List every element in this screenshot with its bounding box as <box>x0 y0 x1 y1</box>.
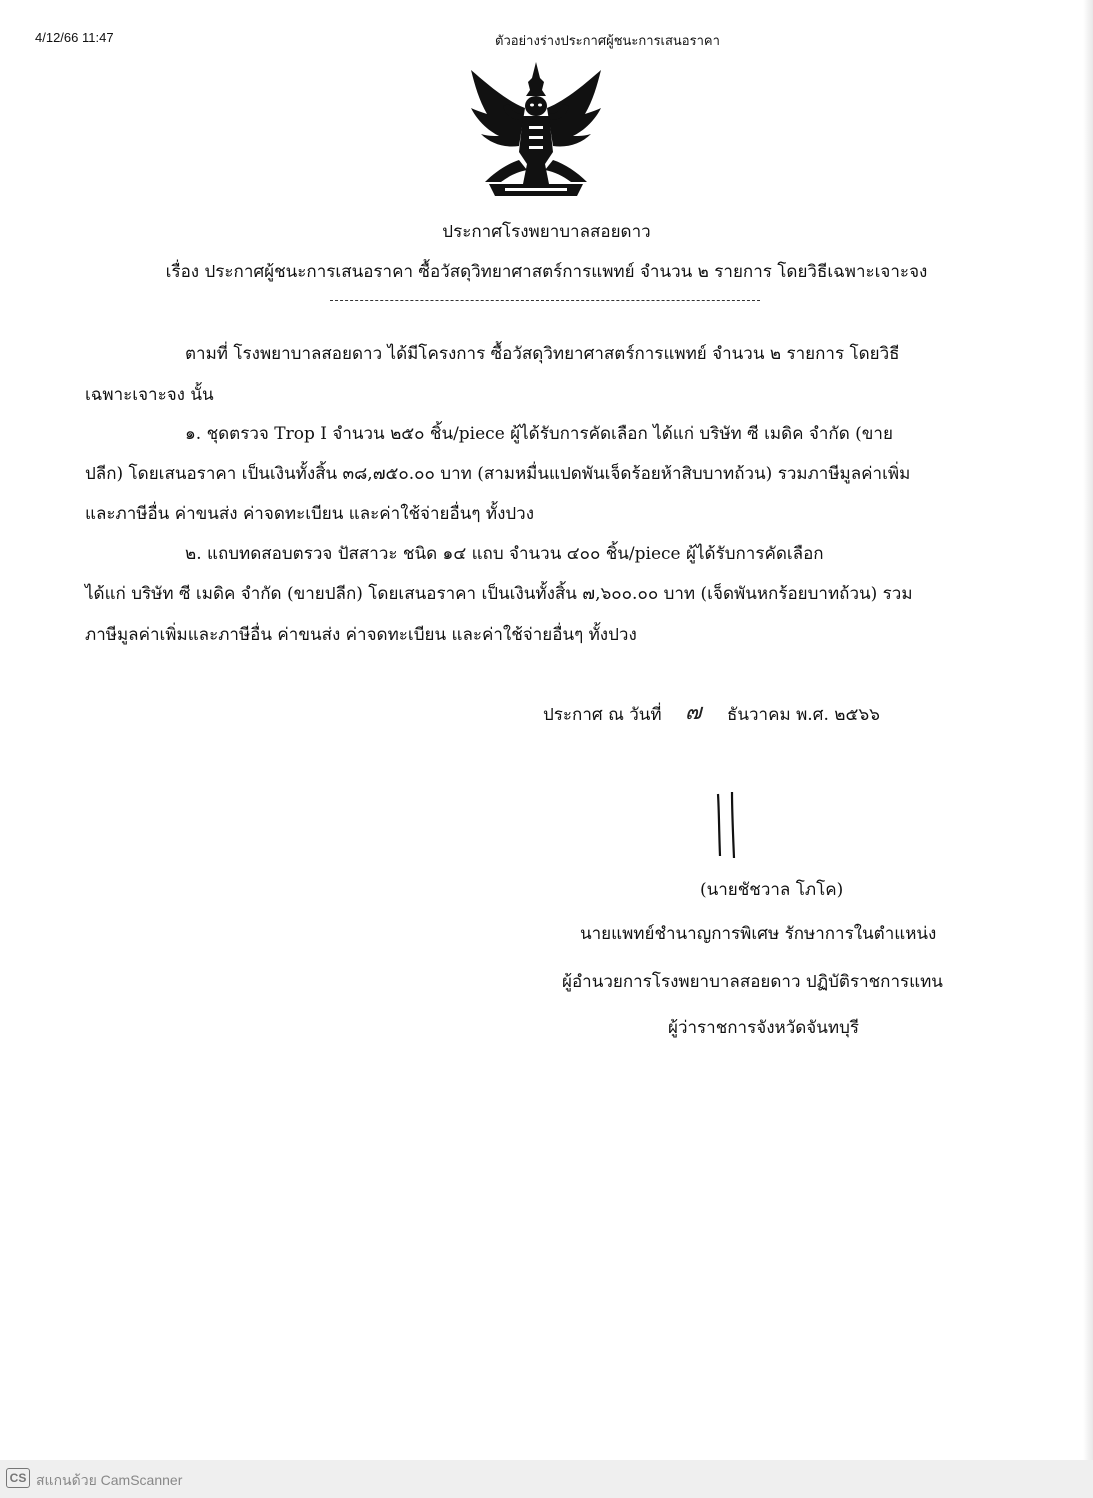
scanner-footer <box>0 1460 1093 1498</box>
item-2-line-3: ภาษีมูลค่าเพิ่มและภาษีอื่น ค่าขนส่ง ค่าจดทะเบียน และค่าใช้จ่ายอื่นๆ ทั้งปวง <box>85 625 637 645</box>
camscanner-watermark: สแกนด้วย CamScanner <box>36 1472 183 1488</box>
item-1-line-2: ปลีก) โดยเสนอราคา เป็นเงินทั้งสิ้น ๓๘,๗๕๐.๐๐ บาท (สามหมื่นแปดพันเจ็ดร้อยห้าสิบบาทถ้วน) รวมภาษีมูลค่าเพิ่ม <box>85 464 911 484</box>
handwritten-day: ๗ <box>685 700 702 725</box>
item-2-line-2: ได้แก่ บริษัท ซี เมดิค จำกัด (ขายปลีก) โดยเสนอราคา เป็นเงินทั้งสิ้น ๗,๖๐๐.๐๐ บาท (เจ็ดพันหกร้อยบาทถ้วน) รวม <box>85 584 913 604</box>
item-1-line-3: และภาษีอื่น ค่าขนส่ง ค่าจดทะเบียน และค่าใช้จ่ายอื่นๆ ทั้งปวง <box>85 504 535 524</box>
garuda-emblem-icon <box>465 60 607 200</box>
announcement-subject: เรื่อง ประกาศผู้ชนะการเสนอราคา ซื้อวัสดุวิทยาศาสตร์การแพทย์ จำนวน ๒ รายการ โดยวิธีเฉพาะเจาะจง <box>165 262 928 282</box>
camscanner-logo-icon: CS <box>6 1468 30 1488</box>
item-1-line-1: ๑. ชุดตรวจ Trop I จำนวน ๒๕๐ ชิ้น/piece ผู้ได้รับการคัดเลือก ได้แก่ บริษัท ซี เมดิค จำกัด (ขาย <box>185 424 893 444</box>
announce-date-suffix: ธันวาคม พ.ศ. ๒๕๖๖ <box>727 705 880 725</box>
signature-icon <box>710 790 750 860</box>
intro-line-1: ตามที่ โรงพยาบาลสอยดาว ได้มีโครงการ ซื้อวัสดุวิทยาศาสตร์การแพทย์ จำนวน ๒ รายการ โดยวิธี <box>185 344 900 364</box>
signatory-name: (นายชัชวาล โภโค) <box>700 880 844 900</box>
separator-line <box>330 300 760 301</box>
print-timestamp: 4/12/66 11:47 <box>35 30 114 45</box>
announce-date-prefix: ประกาศ ณ วันที่ <box>543 705 662 725</box>
intro-line-2: เฉพาะเจาะจง นั้น <box>85 385 214 405</box>
document-caption: ตัวอย่างร่างประกาศผู้ชนะการเสนอราคา <box>495 33 720 48</box>
signatory-title-1: นายแพทย์ชำนาญการพิเศษ รักษาการในตำแหน่ง <box>580 924 937 944</box>
signatory-title-3: ผู้ว่าราชการจังหวัดจันทบุรี <box>668 1018 860 1038</box>
item-2-line-1: ๒. แถบทดสอบตรวจ ปัสสาวะ ชนิด ๑๔ แถบ จำนวน ๔๐๐ ชิ้น/piece ผู้ได้รับการคัดเลือก <box>185 544 824 564</box>
signatory-title-2: ผู้อำนวยการโรงพยาบาลสอยดาว ปฏิบัติราชการแทน <box>562 972 943 992</box>
announcement-title: ประกาศโรงพยาบาลสอยดาว <box>442 222 651 242</box>
